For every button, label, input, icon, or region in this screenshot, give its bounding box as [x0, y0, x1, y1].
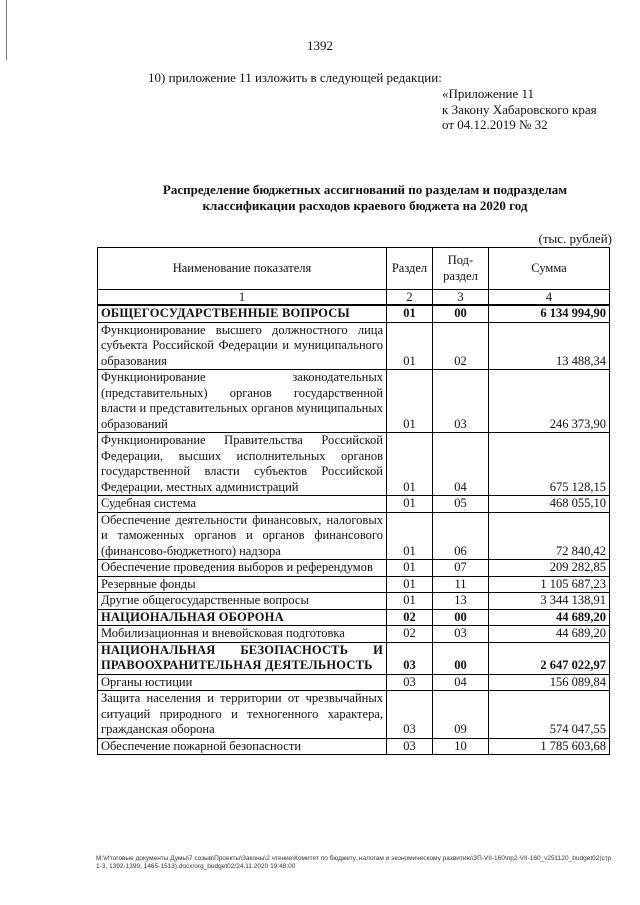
- row-subsection: 00: [433, 609, 489, 626]
- row-sum: 574 047,55: [489, 691, 610, 739]
- row-sum: 2 647 022,97: [489, 642, 610, 674]
- table-body: [98, 305, 610, 755]
- row-section: 02: [387, 609, 433, 626]
- table-row: [98, 593, 610, 610]
- column-number: 3: [433, 290, 489, 306]
- row-name: ОБЩЕГОСУДАРСТВЕННЫЕ ВОПРОСЫ: [98, 305, 387, 322]
- row-name: Функционирование высшего должностного лица субъекта Российской Федерации и муниципального образования: [98, 322, 387, 370]
- table-row: [98, 560, 610, 577]
- row-sum: 156 089,84: [489, 674, 610, 691]
- row-sum: 246 373,90: [489, 370, 610, 433]
- header-name: Наименование показателя: [98, 248, 387, 290]
- header-section: Раздел: [387, 248, 433, 290]
- appendix-line-3: от 04.12.2019 № 32: [442, 117, 548, 132]
- row-name: Функционирование Правительства Российской Федерации, высших исполнительных органов государственной власти субъектов Российской Федерации, местных администраций: [98, 433, 387, 496]
- appendix-reference: [442, 86, 597, 133]
- header-sum: Сумма: [489, 248, 610, 290]
- row-subsection: 05: [433, 496, 489, 513]
- row-name: Резервные фонды: [98, 576, 387, 593]
- row-section: 01: [387, 322, 433, 370]
- row-section: 03: [387, 738, 433, 755]
- row-subsection: 10: [433, 738, 489, 755]
- row-name: НАЦИОНАЛЬНАЯ БЕЗОПАСНОСТЬ И ПРАВООХРАНИТЕЛЬНАЯ ДЕЯТЕЛЬНОСТЬ: [98, 642, 387, 674]
- table-row: [98, 609, 610, 626]
- appendix-line-1: «Приложение 11: [442, 86, 535, 101]
- row-subsection: 11: [433, 576, 489, 593]
- table-row: [98, 433, 610, 496]
- row-subsection: 00: [433, 305, 489, 322]
- row-subsection: 03: [433, 370, 489, 433]
- table-row: [98, 512, 610, 560]
- row-sum: 13 488,34: [489, 322, 610, 370]
- row-name: Другие общегосударственные вопросы: [98, 593, 387, 610]
- table-row: [98, 738, 610, 755]
- row-sum: 675 128,15: [489, 433, 610, 496]
- row-sum: 468 055,10: [489, 496, 610, 513]
- row-name: Органы юстиции: [98, 674, 387, 691]
- row-name: Обеспечение проведения выборов и референдумов: [98, 560, 387, 577]
- header-subsection-line-1: Под-: [447, 253, 474, 267]
- page-number: 1392: [307, 38, 333, 53]
- row-section: 01: [387, 433, 433, 496]
- row-subsection: 13: [433, 593, 489, 610]
- table-row: [98, 322, 610, 370]
- row-sum: 209 282,85: [489, 560, 610, 577]
- column-numbering-row: [98, 290, 610, 306]
- row-sum: 44 689,20: [489, 626, 610, 643]
- row-sum: 44 689,20: [489, 609, 610, 626]
- table-row: [98, 496, 610, 513]
- row-name: Обеспечение пожарной безопасности: [98, 738, 387, 755]
- budget-table: [97, 247, 610, 755]
- table-row: [98, 370, 610, 433]
- row-subsection: 02: [433, 322, 489, 370]
- row-subsection: 07: [433, 560, 489, 577]
- file-path-footer: M:\Итоговые документы Думы\7 созыв\Проекты\Законы\2 чтение\Комитет по бюджету, налогам и экономическому развитию\ЗП-VII-160\пр2-VII-160_v251120_budget02(стр 1-3, 1392-1399, 1465-1513).docx/org_budget02/24.11.2020 19:48:00: [96, 855, 612, 870]
- table-row: [98, 642, 610, 674]
- row-sum: 72 840,42: [489, 512, 610, 560]
- row-subsection: 04: [433, 433, 489, 496]
- column-number: 1: [98, 290, 387, 306]
- row-section: 03: [387, 642, 433, 674]
- header-subsection-line-2: раздел: [443, 268, 478, 283]
- row-sum: 6 134 994,90: [489, 305, 610, 322]
- row-subsection: 00: [433, 642, 489, 674]
- row-subsection: 04: [433, 674, 489, 691]
- row-subsection: 06: [433, 512, 489, 560]
- row-name: Обеспечение деятельности финансовых, налоговых и таможенных органов и органов финансового (финансово-бюджетного) надзора: [98, 512, 387, 560]
- row-section: 03: [387, 691, 433, 739]
- table-row: [98, 626, 610, 643]
- row-section: 01: [387, 593, 433, 610]
- row-name: Защита населения и территории от чрезвычайных ситуаций природного и техногенного характера, гражданская оборона: [98, 691, 387, 739]
- title-line-2: классификации расходов краевого бюджета на 2020 год: [202, 198, 528, 213]
- table-row: [98, 305, 610, 322]
- row-sum: 3 344 138,91: [489, 593, 610, 610]
- units-label: (тыс. рублей): [538, 231, 612, 246]
- row-section: 01: [387, 370, 433, 433]
- row-name: Функционирование законодательных (представительных) органов государственной власти и представительных органов муниципальных образований: [98, 370, 387, 433]
- table-row: [98, 576, 610, 593]
- column-number: 2: [387, 290, 433, 306]
- row-name: Судебная система: [98, 496, 387, 513]
- row-section: 02: [387, 626, 433, 643]
- row-section: 01: [387, 576, 433, 593]
- appendix-line-2: к Закону Хабаровского края: [442, 101, 597, 117]
- title-line-1: Распределение бюджетных ассигнований по разделам и подразделам: [162, 182, 568, 197]
- row-subsection: 09: [433, 691, 489, 739]
- row-section: 01: [387, 496, 433, 513]
- row-sum: 1 785 603,68: [489, 738, 610, 755]
- row-sum: 1 105 687,23: [489, 576, 610, 593]
- row-section: 01: [387, 560, 433, 577]
- row-section: 01: [387, 512, 433, 560]
- table-row: [98, 691, 610, 739]
- header-subsection: [433, 248, 489, 290]
- table-row: [98, 674, 610, 691]
- row-subsection: 03: [433, 626, 489, 643]
- column-number: 4: [489, 290, 610, 306]
- row-section: 03: [387, 674, 433, 691]
- row-section: 01: [387, 305, 433, 322]
- row-name: Мобилизационная и вневойсковая подготовка: [98, 626, 387, 643]
- row-name: НАЦИОНАЛЬНАЯ ОБОРОНА: [98, 609, 387, 626]
- intro-text: 10) приложение 11 изложить в следующей редакции:: [148, 70, 442, 85]
- document-title: [110, 182, 620, 214]
